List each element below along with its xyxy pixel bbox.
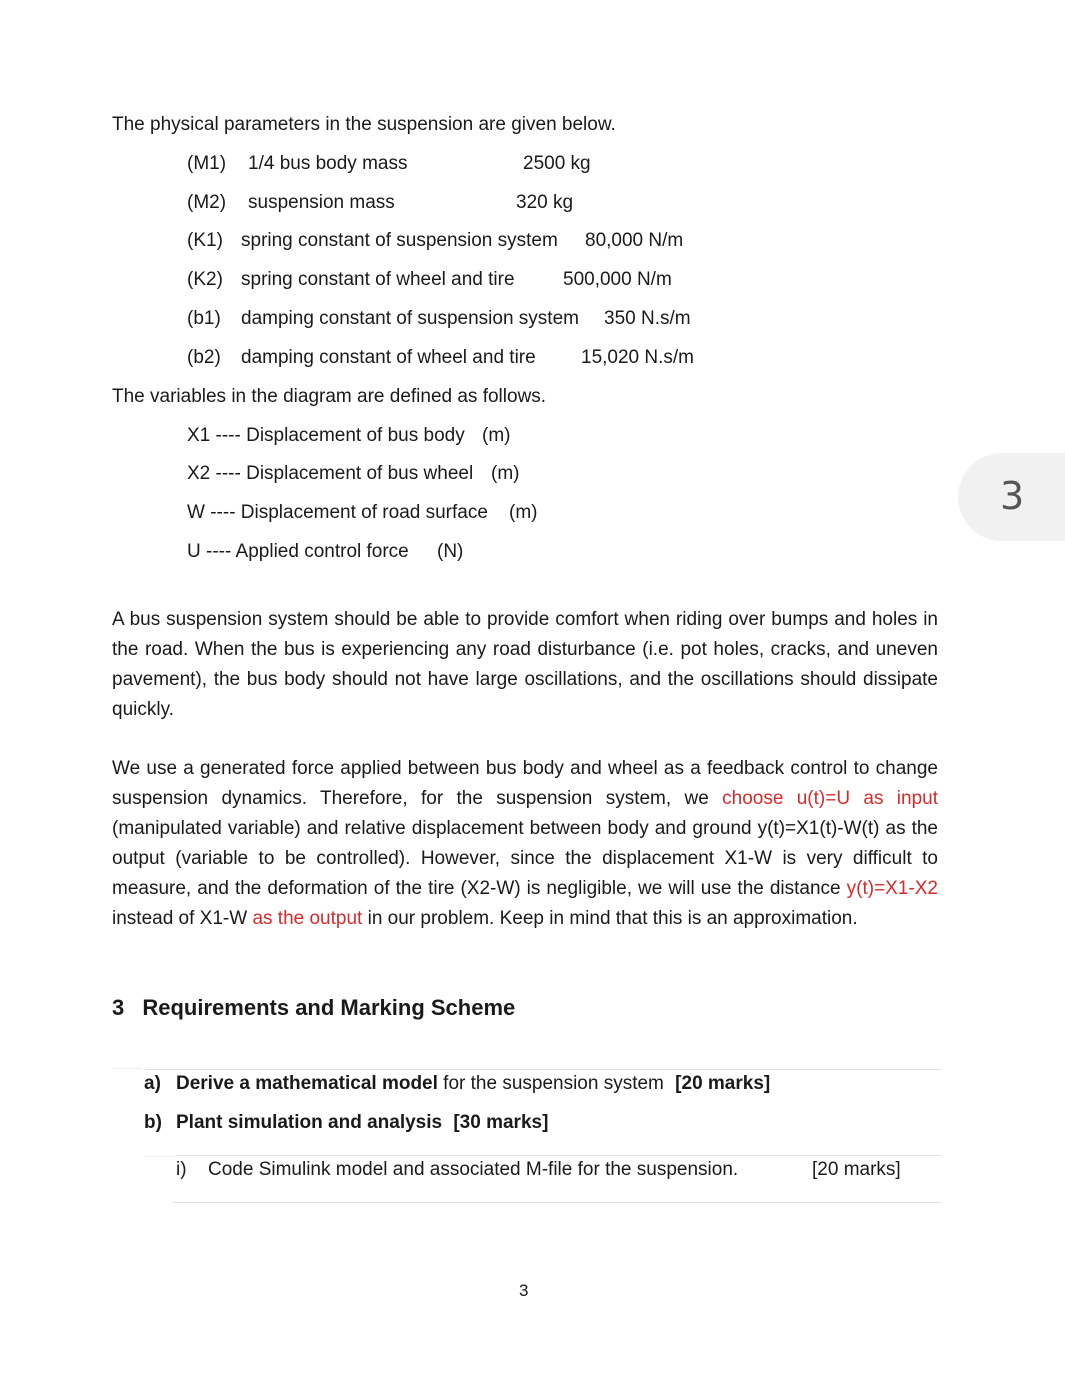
param-code: (K1) <box>187 230 223 251</box>
param-value: 500,000 N/m <box>563 269 672 290</box>
page-indicator-number: 3 <box>1000 474 1025 518</box>
variable-def: W ---- Displacement of road surface <box>187 502 488 523</box>
param-code: (M2) <box>187 192 227 213</box>
param-desc: spring constant of suspension system <box>241 230 558 251</box>
page-number: 3 <box>519 1281 529 1300</box>
variable-def: X1 ---- Displacement of bus body <box>187 425 465 446</box>
param-code: (b1) <box>187 308 221 329</box>
divider <box>112 1068 142 1069</box>
variable-unit: (N) <box>437 541 464 562</box>
divider <box>145 1069 941 1070</box>
item-i-text: Code Simulink model and associated M-file for the suspension. <box>208 1159 739 1180</box>
item-a <box>176 1073 770 1095</box>
paragraph-text: instead of X1-W <box>112 908 253 929</box>
item-i-marks: [20 marks] <box>812 1159 901 1180</box>
param-value: 2500 kg <box>523 153 591 174</box>
variable-unit: (m) <box>509 502 538 523</box>
divider <box>173 1202 941 1203</box>
variable-def: U ---- Applied control force <box>187 541 409 562</box>
vars-intro: The variables in the diagram are defined as follows. <box>112 386 547 407</box>
param-code: (K2) <box>187 269 223 290</box>
param-desc: spring constant of wheel and tire <box>241 269 515 290</box>
item-a-label: a) <box>144 1073 161 1094</box>
divider <box>176 1155 941 1156</box>
paragraph-comfort: A bus suspension system should be able to provide comfort when riding over bumps and holes in the road. When the bus is experiencing any road disturbance (i.e. pot holes, cracks, and uneven pavement), the bus body should not have large oscillations, and the oscillations should dissipate quickly. <box>112 609 938 720</box>
params-intro: The physical parameters in the suspension are given below. <box>112 114 616 135</box>
paragraph-text: in our problem. Keep in mind that this is an approximation. <box>362 908 858 929</box>
item-a-title: Derive a mathematical model <box>176 1073 438 1094</box>
param-code: (M1) <box>187 153 227 174</box>
highlight-output-eq: y(t)=X1-X2 <box>846 878 938 899</box>
section-heading <box>112 995 515 1021</box>
variable-unit: (m) <box>482 425 511 446</box>
item-a-text: for the suspension system <box>437 1073 664 1094</box>
param-value: 320 kg <box>516 192 574 213</box>
item-b <box>176 1112 548 1134</box>
item-a-marks: [20 marks] <box>675 1073 771 1094</box>
item-b-title: Plant simulation and analysis <box>176 1112 443 1133</box>
variable-unit: (m) <box>491 463 520 484</box>
paragraph-feedback <box>112 754 938 934</box>
highlight-output: as the output <box>252 908 363 929</box>
param-desc: damping constant of wheel and tire <box>241 347 536 368</box>
divider <box>144 1156 176 1157</box>
param-desc: 1/4 bus body mass <box>248 153 408 174</box>
paragraph-text: (manipulated variable) and relative displacement between body and ground y(t)=X1(t)-W(t) as the output (variable to be controlled). However, since the displacement X1-W is very difficult to measure, and the deformation of the tire (X2-W) is negligible, we will use the distance <box>112 818 938 899</box>
item-i-label: i) <box>176 1159 187 1180</box>
param-desc: damping constant of suspension system <box>241 308 579 329</box>
param-desc: suspension mass <box>248 192 395 213</box>
paragraph-text: We use a generated force applied between bus body and wheel as a feedback control to change suspension dynamics. Therefore, for the suspension system, we <box>112 758 938 809</box>
item-b-marks: [30 marks] <box>453 1112 549 1133</box>
param-value: 80,000 N/m <box>585 230 684 251</box>
param-code: (b2) <box>187 347 221 368</box>
highlight-input: choose u(t)=U as input <box>722 788 938 809</box>
item-b-label: b) <box>144 1112 162 1133</box>
section-title: Requirements and Marking Scheme <box>142 995 516 1020</box>
param-value: 15,020 N.s/m <box>581 347 694 368</box>
variable-def: X2 ---- Displacement of bus wheel <box>187 463 474 484</box>
param-value: 350 N.s/m <box>604 308 691 329</box>
section-number: 3 <box>112 995 125 1020</box>
